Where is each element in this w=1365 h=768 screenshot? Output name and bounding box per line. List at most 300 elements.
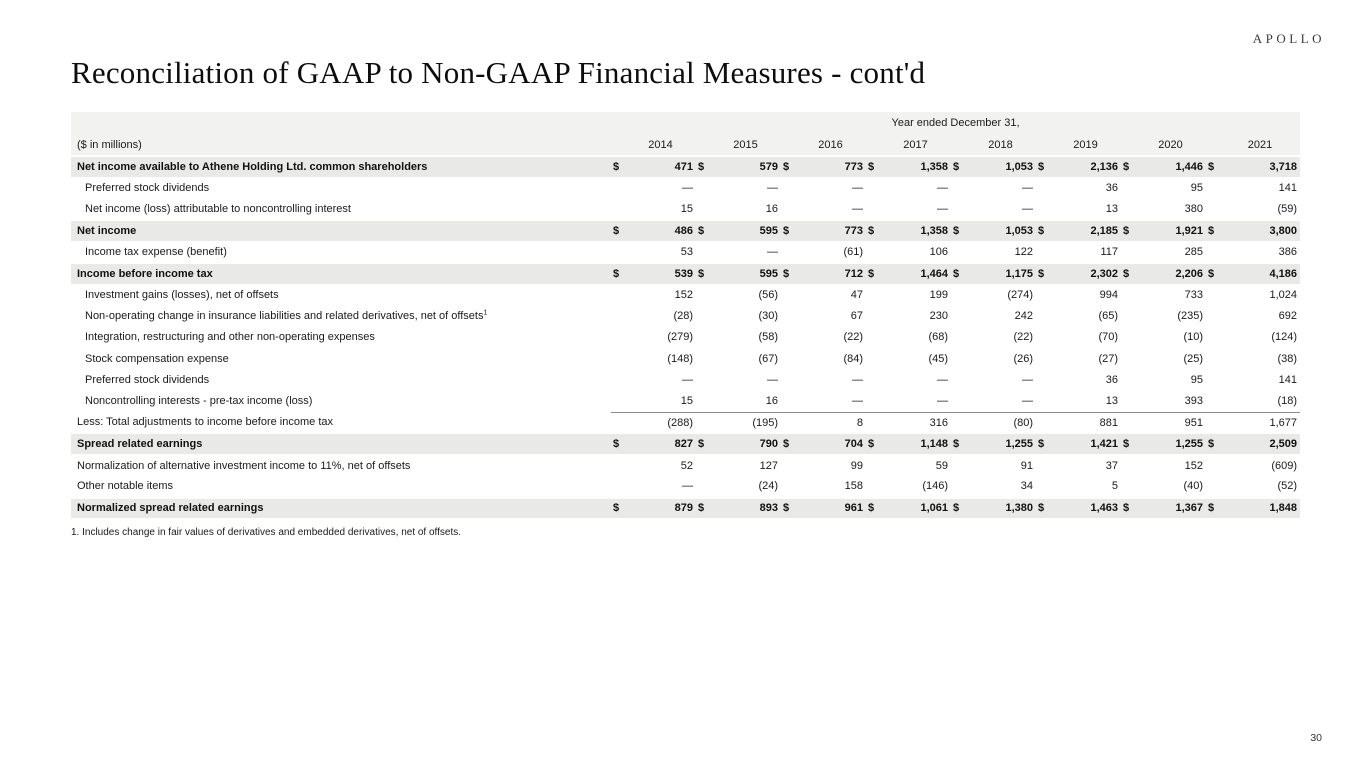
caption-row [71, 112, 1300, 134]
table-row [71, 177, 1300, 198]
value-cell: 1,421 [1050, 433, 1121, 454]
value-cell: (279) [667, 331, 693, 344]
currency-symbol [1036, 305, 1050, 326]
value-cell: — [682, 374, 693, 387]
currency-symbol: $ [781, 220, 795, 241]
currency-symbol [1206, 369, 1220, 390]
currency-symbol [1121, 412, 1135, 433]
currency-symbol [781, 348, 795, 369]
value-cell: (59) [1277, 202, 1298, 215]
table-row [71, 455, 1300, 476]
value-cell: 59 [935, 459, 948, 472]
row-label: Preferred stock dividends [85, 182, 210, 195]
value-cell: 106 [929, 245, 948, 258]
currency-symbol: $ [611, 498, 625, 519]
year-header: 2018 [951, 134, 1036, 156]
currency-symbol [1036, 369, 1050, 390]
currency-symbol: $ [781, 498, 795, 519]
row-label: Normalized spread related earnings [71, 498, 611, 519]
currency-symbol [696, 348, 710, 369]
value-cell: 91 [1020, 459, 1033, 472]
currency-symbol: $ [1121, 220, 1135, 241]
currency-symbol [1121, 199, 1135, 220]
currency-symbol [611, 476, 625, 497]
value-cell: 1,446 [1135, 156, 1206, 177]
value-cell: 961 [795, 498, 866, 519]
currency-symbol [1036, 241, 1050, 262]
table-row [71, 241, 1300, 262]
row-label: Non-operating change in insurance liabilities and related derivatives, net of offsets$^1$ [85, 309, 488, 323]
value-cell: — [937, 374, 948, 387]
value-cell: 141 [1278, 182, 1298, 195]
value-cell: 8 [856, 416, 863, 429]
year-header: 2015 [696, 134, 781, 156]
currency-symbol: $ [611, 220, 625, 241]
currency-symbol [1121, 177, 1135, 198]
currency-symbol: $ [696, 433, 710, 454]
currency-symbol [781, 476, 795, 497]
currency-symbol [866, 241, 880, 262]
table-row [71, 327, 1300, 348]
value-cell: 34 [1020, 480, 1033, 493]
currency-symbol [1121, 455, 1135, 476]
currency-symbol: $ [866, 433, 880, 454]
currency-symbol: $ [1206, 156, 1220, 177]
currency-symbol [1121, 241, 1135, 262]
value-cell: 1,024 [1269, 288, 1298, 301]
currency-symbol [866, 305, 880, 326]
table-caption: Year ended December 31, [611, 112, 1300, 134]
currency-symbol: $ [696, 498, 710, 519]
value-cell: 285 [1184, 245, 1203, 258]
value-cell: 16 [710, 391, 781, 412]
value-cell: (18) [1220, 391, 1300, 412]
table-row [71, 199, 1300, 220]
row-label: Income before income tax [71, 263, 611, 284]
table-row [71, 433, 1300, 454]
currency-symbol [696, 241, 710, 262]
currency-symbol: $ [1121, 156, 1135, 177]
currency-symbol [696, 199, 710, 220]
currency-symbol: $ [1206, 498, 1220, 519]
value-cell: — [937, 202, 948, 215]
value-cell: 37 [1105, 459, 1118, 472]
currency-symbol [951, 476, 965, 497]
footnote: 1. Includes change in fair values of derivatives and embedded derivatives, net of offsets. [71, 527, 462, 539]
currency-symbol: $ [951, 263, 965, 284]
value-cell: 4,186 [1220, 263, 1300, 284]
year-header: 2020 [1121, 134, 1206, 156]
value-cell: 13 [1105, 202, 1118, 215]
row-label: Spread related earnings [71, 433, 611, 454]
value-cell: 893 [710, 498, 781, 519]
value-cell: (24) [758, 480, 778, 493]
currency-symbol [1206, 305, 1220, 326]
currency-symbol [1036, 455, 1050, 476]
currency-symbol [781, 241, 795, 262]
currency-symbol [951, 241, 965, 262]
value-cell: 1,053 [965, 220, 1036, 241]
currency-symbol [696, 327, 710, 348]
value-cell: (84) [843, 352, 863, 365]
apollo-logo: APOLLO [1252, 31, 1325, 46]
value-cell: 36 [1105, 182, 1118, 195]
currency-symbol [1036, 348, 1050, 369]
value-cell: 99 [850, 459, 863, 472]
value-cell: 3,718 [1220, 156, 1300, 177]
table-row [71, 348, 1300, 369]
years-row [71, 134, 1300, 156]
value-cell: 117 [1100, 245, 1118, 258]
value-cell: 199 [929, 288, 948, 301]
currency-symbol [611, 327, 625, 348]
currency-symbol [781, 305, 795, 326]
value-cell: 994 [1099, 288, 1118, 301]
year-header: 2014 [611, 134, 696, 156]
currency-symbol [866, 412, 880, 433]
value-cell: 36 [1105, 374, 1118, 387]
year-header: 2019 [1036, 134, 1121, 156]
value-cell: 1,367 [1135, 498, 1206, 519]
value-cell: 316 [929, 416, 948, 429]
currency-symbol: $ [951, 433, 965, 454]
currency-symbol [1206, 241, 1220, 262]
currency-symbol: $ [1121, 433, 1135, 454]
value-cell: — [1022, 202, 1033, 215]
currency-symbol [781, 391, 795, 412]
value-cell: (65) [1098, 310, 1118, 323]
value-cell: — [767, 182, 778, 195]
unit-label: ($ in millions) [71, 134, 611, 156]
value-cell: (52) [1277, 480, 1298, 493]
value-cell: — [1022, 374, 1033, 387]
currency-symbol [1036, 199, 1050, 220]
value-cell: 773 [795, 156, 866, 177]
currency-symbol [1036, 412, 1050, 433]
value-cell: (80) [1013, 416, 1033, 429]
value-cell: — [965, 391, 1036, 412]
currency-symbol: $ [1036, 156, 1050, 177]
currency-symbol [951, 348, 965, 369]
value-cell: 5 [1111, 480, 1118, 493]
value-cell: 67 [850, 310, 863, 323]
currency-symbol [1036, 327, 1050, 348]
currency-symbol: $ [1121, 498, 1135, 519]
currency-symbol [696, 476, 710, 497]
value-cell: 881 [1099, 416, 1118, 429]
currency-symbol [1206, 412, 1220, 433]
value-cell: 539 [625, 263, 696, 284]
page-number: 30 [1310, 732, 1322, 744]
currency-symbol [1121, 284, 1135, 305]
caption-spacer [71, 112, 611, 134]
currency-symbol: $ [866, 263, 880, 284]
value-cell: (22) [1013, 331, 1033, 344]
row-label: Stock compensation expense [85, 352, 229, 365]
value-cell: (56) [758, 288, 778, 301]
currency-symbol [611, 391, 625, 412]
value-cell: 230 [929, 310, 948, 323]
table-row [71, 476, 1300, 497]
value-cell: (68) [928, 331, 948, 344]
value-cell: 1,148 [880, 433, 951, 454]
table-row [71, 305, 1300, 326]
currency-symbol [951, 199, 965, 220]
table-row [71, 369, 1300, 390]
currency-symbol: $ [781, 433, 795, 454]
value-cell: 3,800 [1220, 220, 1300, 241]
currency-symbol [1036, 284, 1050, 305]
row-label: Other notable items [77, 480, 173, 493]
currency-symbol [1206, 391, 1220, 412]
currency-symbol [951, 412, 965, 433]
currency-symbol: $ [866, 156, 880, 177]
value-cell: 1,921 [1135, 220, 1206, 241]
currency-symbol [781, 284, 795, 305]
value-cell: 471 [625, 156, 696, 177]
value-cell: (274) [1007, 288, 1033, 301]
currency-symbol [1206, 284, 1220, 305]
table-row [71, 498, 1300, 519]
value-cell: (124) [1271, 331, 1298, 344]
currency-symbol: $ [611, 156, 625, 177]
value-cell: 158 [844, 480, 863, 493]
value-cell: 692 [1278, 310, 1298, 323]
value-cell: 15 [625, 391, 696, 412]
currency-symbol [1206, 455, 1220, 476]
currency-symbol: $ [866, 220, 880, 241]
value-cell: (28) [673, 310, 693, 323]
value-cell: 16 [765, 202, 778, 215]
currency-symbol: $ [611, 263, 625, 284]
currency-symbol [611, 177, 625, 198]
value-cell: (26) [1013, 352, 1033, 365]
value-cell: — [795, 391, 866, 412]
value-cell: 152 [1184, 459, 1203, 472]
value-cell: 1,848 [1220, 498, 1300, 519]
currency-symbol [951, 391, 965, 412]
value-cell: 47 [850, 288, 863, 301]
currency-symbol [696, 455, 710, 476]
value-cell: 95 [1190, 374, 1203, 387]
value-cell: — [1022, 182, 1033, 195]
currency-symbol [611, 369, 625, 390]
value-cell: (67) [758, 352, 778, 365]
table-row [71, 412, 1300, 433]
currency-symbol [866, 284, 880, 305]
reconciliation-table-wrap [71, 112, 1300, 538]
value-cell: — [937, 182, 948, 195]
currency-symbol [1206, 327, 1220, 348]
value-cell: 1,175 [965, 263, 1036, 284]
row-label: Net income [71, 220, 611, 241]
currency-symbol [866, 476, 880, 497]
table-header [71, 112, 1300, 156]
currency-symbol [611, 412, 625, 433]
table-row [71, 391, 1300, 412]
value-cell: 1,380 [965, 498, 1036, 519]
currency-symbol [781, 177, 795, 198]
value-cell: 1,677 [1269, 416, 1298, 429]
currency-symbol [781, 412, 795, 433]
value-cell: 53 [680, 245, 693, 258]
year-header: 2021 [1206, 134, 1300, 156]
value-cell: — [852, 374, 863, 387]
value-cell: 1,464 [880, 263, 951, 284]
value-cell: (10) [1183, 331, 1203, 344]
value-cell: 1,053 [965, 156, 1036, 177]
currency-symbol: $ [781, 156, 795, 177]
value-cell: 141 [1278, 374, 1298, 387]
value-cell: (22) [843, 331, 863, 344]
value-cell: (195) [752, 416, 778, 429]
currency-symbol [696, 305, 710, 326]
currency-symbol [781, 327, 795, 348]
currency-symbol [696, 391, 710, 412]
value-cell: 2,206 [1135, 263, 1206, 284]
currency-symbol: $ [1036, 498, 1050, 519]
value-cell: 1,358 [880, 156, 951, 177]
value-cell: 2,185 [1050, 220, 1121, 241]
currency-symbol: $ [781, 263, 795, 284]
row-label: Preferred stock dividends [85, 374, 210, 387]
value-cell: — [852, 202, 863, 215]
value-cell: (45) [928, 352, 948, 365]
row-label: Income tax expense (benefit) [85, 245, 227, 258]
value-cell: (61) [843, 245, 863, 258]
currency-symbol [866, 348, 880, 369]
value-cell: 1,061 [880, 498, 951, 519]
table-row [71, 284, 1300, 305]
value-cell: 879 [625, 498, 696, 519]
value-cell: 380 [1184, 202, 1203, 215]
currency-symbol [866, 369, 880, 390]
currency-symbol [951, 177, 965, 198]
value-cell: 95 [1190, 182, 1203, 195]
currency-symbol [696, 177, 710, 198]
value-cell: 1,463 [1050, 498, 1121, 519]
currency-symbol [1121, 476, 1135, 497]
currency-symbol [1206, 476, 1220, 497]
value-cell: (38) [1277, 352, 1298, 365]
currency-symbol [781, 369, 795, 390]
currency-symbol [1121, 305, 1135, 326]
row-label: Normalization of alternative investment income to 11%, net of offsets [77, 459, 411, 472]
value-cell: 704 [795, 433, 866, 454]
currency-symbol [1206, 348, 1220, 369]
currency-symbol [1121, 369, 1135, 390]
value-cell: 13 [1050, 391, 1121, 412]
currency-symbol [611, 348, 625, 369]
currency-symbol [1121, 391, 1135, 412]
currency-symbol [866, 327, 880, 348]
currency-symbol [696, 284, 710, 305]
value-cell: 712 [795, 263, 866, 284]
currency-symbol: $ [1036, 433, 1050, 454]
value-cell: 2,302 [1050, 263, 1121, 284]
currency-symbol: $ [951, 220, 965, 241]
value-cell: (40) [1183, 480, 1203, 493]
currency-symbol [611, 241, 625, 262]
year-header: 2017 [866, 134, 951, 156]
value-cell: (70) [1098, 331, 1118, 344]
currency-symbol [1036, 391, 1050, 412]
value-cell: 15 [680, 202, 693, 215]
currency-symbol [611, 455, 625, 476]
value-cell: 242 [1014, 310, 1033, 323]
value-cell: 127 [759, 459, 778, 472]
currency-symbol [1036, 177, 1050, 198]
value-cell: 486 [625, 220, 696, 241]
value-cell: — [767, 245, 778, 258]
value-cell: 1,255 [1135, 433, 1206, 454]
currency-symbol [951, 369, 965, 390]
value-cell: 1,255 [965, 433, 1036, 454]
value-cell: (148) [667, 352, 693, 365]
value-cell: (27) [1098, 352, 1118, 365]
currency-symbol [696, 412, 710, 433]
value-cell: 122 [1014, 245, 1033, 258]
currency-symbol: $ [1036, 220, 1050, 241]
currency-symbol: $ [1036, 263, 1050, 284]
currency-symbol: $ [611, 433, 625, 454]
value-cell: 2,136 [1050, 156, 1121, 177]
row-label: Net income available to Athene Holding Ltd. common shareholders [71, 156, 611, 177]
currency-symbol [1206, 199, 1220, 220]
value-cell: (609) [1271, 459, 1298, 472]
value-cell: 2,509 [1220, 433, 1300, 454]
table-body [71, 156, 1300, 519]
currency-symbol: $ [696, 156, 710, 177]
currency-symbol [1121, 348, 1135, 369]
table-row [71, 156, 1300, 177]
row-label: Investment gains (losses), net of offsets [85, 288, 279, 301]
value-cell: 733 [1184, 288, 1203, 301]
value-cell: — [682, 480, 693, 493]
currency-symbol [696, 369, 710, 390]
currency-symbol [781, 455, 795, 476]
currency-symbol [866, 199, 880, 220]
currency-symbol [866, 177, 880, 198]
value-cell: 790 [710, 433, 781, 454]
currency-symbol [1206, 177, 1220, 198]
table-row [71, 220, 1300, 241]
value-cell: (30) [758, 310, 778, 323]
currency-symbol: $ [951, 498, 965, 519]
currency-symbol [866, 391, 880, 412]
value-cell: 393 [1135, 391, 1206, 412]
value-cell: 827 [625, 433, 696, 454]
currency-symbol: $ [1206, 220, 1220, 241]
currency-symbol [611, 284, 625, 305]
value-cell: (25) [1183, 352, 1203, 365]
currency-symbol: $ [866, 498, 880, 519]
value-cell: 951 [1184, 416, 1203, 429]
value-cell: 1,358 [880, 220, 951, 241]
value-cell: — [682, 182, 693, 195]
value-cell: 595 [710, 220, 781, 241]
currency-symbol [951, 455, 965, 476]
value-cell: 595 [710, 263, 781, 284]
currency-symbol: $ [1206, 263, 1220, 284]
currency-symbol: $ [1206, 433, 1220, 454]
reconciliation-table [71, 112, 1300, 519]
year-header: 2016 [781, 134, 866, 156]
currency-symbol: $ [696, 263, 710, 284]
currency-symbol [611, 199, 625, 220]
page-title: Reconciliation of GAAP to Non-GAAP Financial Measures - cont'd [71, 55, 926, 90]
value-cell: — [852, 182, 863, 195]
